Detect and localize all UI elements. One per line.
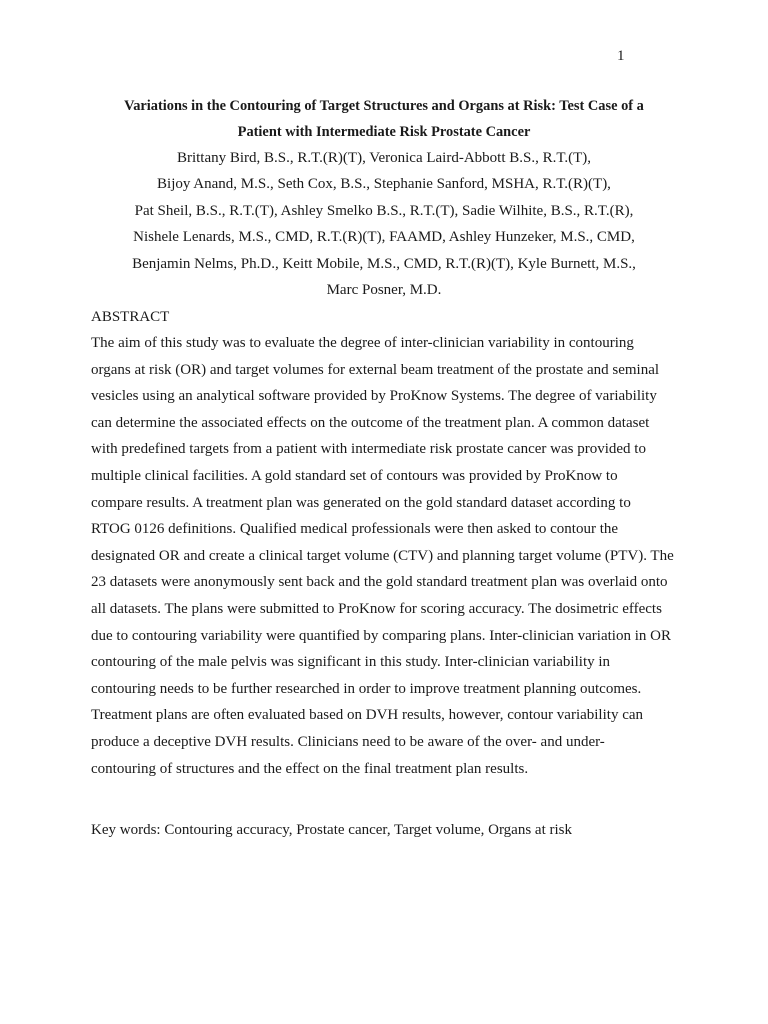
abstract-line: 23 datasets were anonymously sent back and the gold standard treatment plan was overlaid onto [91,574,668,591]
author-list [60,145,708,303]
author-line: Marc Posner, M.D. [326,282,442,299]
abstract-line: produce a deceptive DVH results. Clinicians need to be aware of the over- and under- [91,733,605,750]
page-number: 1 [617,48,625,64]
paper-title [60,93,708,145]
author-line: Pat Sheil, B.S., R.T.(T), Ashley Smelko B.S., R.T.(T), Sadie Wilhite, B.S., R.T.(R), [134,202,634,219]
abstract-line: multiple clinical facilities. A gold standard set of contours was provided by ProKnow to [91,467,618,484]
abstract-line: contouring of the male pelvis was significant in this study. Inter-clinician variability in [91,654,611,671]
abstract-line: due to contouring variability were quantified by comparing plans. Inter-clinician variation in OR [91,627,671,644]
author-line: Brittany Bird, B.S., R.T.(R)(T), Veronica Laird-Abbott B.S., R.T.(T), [176,150,592,166]
abstract-line: compare results. A treatment plan was generated on the gold standard dataset according to [91,494,631,511]
author-line: Bijoy Anand, M.S., Seth Cox, B.S., Stephanie Sanford, MSHA, R.T.(R)(T), [157,176,611,193]
abstract-line: all datasets. The plans were submitted to ProKnow for scoring accuracy. The dosimetric effects [91,600,662,617]
abstract-line: RTOG 0126 definitions. Qualified medical professionals were then asked to contour the [91,521,619,538]
abstract-line: can determine the associated effects on the outcome of the treatment plan. A common dataset [91,414,650,431]
abstract-line: contouring needs to be further researched in order to improve treatment planning outcomes. [91,680,642,697]
abstract-line: organs at risk (OR) and target volumes for external beam treatment of the prostate and seminal [91,361,660,378]
title-line-1: Variations in the Contouring of Target Structures and Organs at Risk: Test Case of a [124,98,644,114]
abstract-line: contouring of structures and the effect on the final treatment plan results. [91,760,529,777]
abstract-line: Treatment plans are often evaluated based on DVH results, however, contour variability can [91,707,644,724]
keywords: Key words: Contouring accuracy, Prostate cancer, Target volume, Organs at risk [91,822,572,838]
title-line-2: Patient with Intermediate Risk Prostate Cancer [237,124,531,140]
abstract-line: designated OR and create a clinical target volume (CTV) and planning target volume (PTV). The [91,547,674,564]
abstract-line: vesicles using an analytical software provided by ProKnow Systems. The degree of variability [91,388,657,405]
abstract-body [91,330,691,782]
author-line: Benjamin Nelms, Ph.D., Keitt Mobile, M.S., CMD, R.T.(R)(T), Kyle Burnett, M.S., [132,255,636,272]
abstract-line: The aim of this study was to evaluate the degree of inter-clinician variability in contouring [91,335,634,351]
abstract-line: with predefined targets from a patient with intermediate risk prostate cancer was provided to [91,441,646,458]
author-line: Nishele Lenards, M.S., CMD, R.T.(R)(T), FAAMD, Ashley Hunzeker, M.S., CMD, [133,229,635,246]
abstract-heading: ABSTRACT [91,309,170,325]
